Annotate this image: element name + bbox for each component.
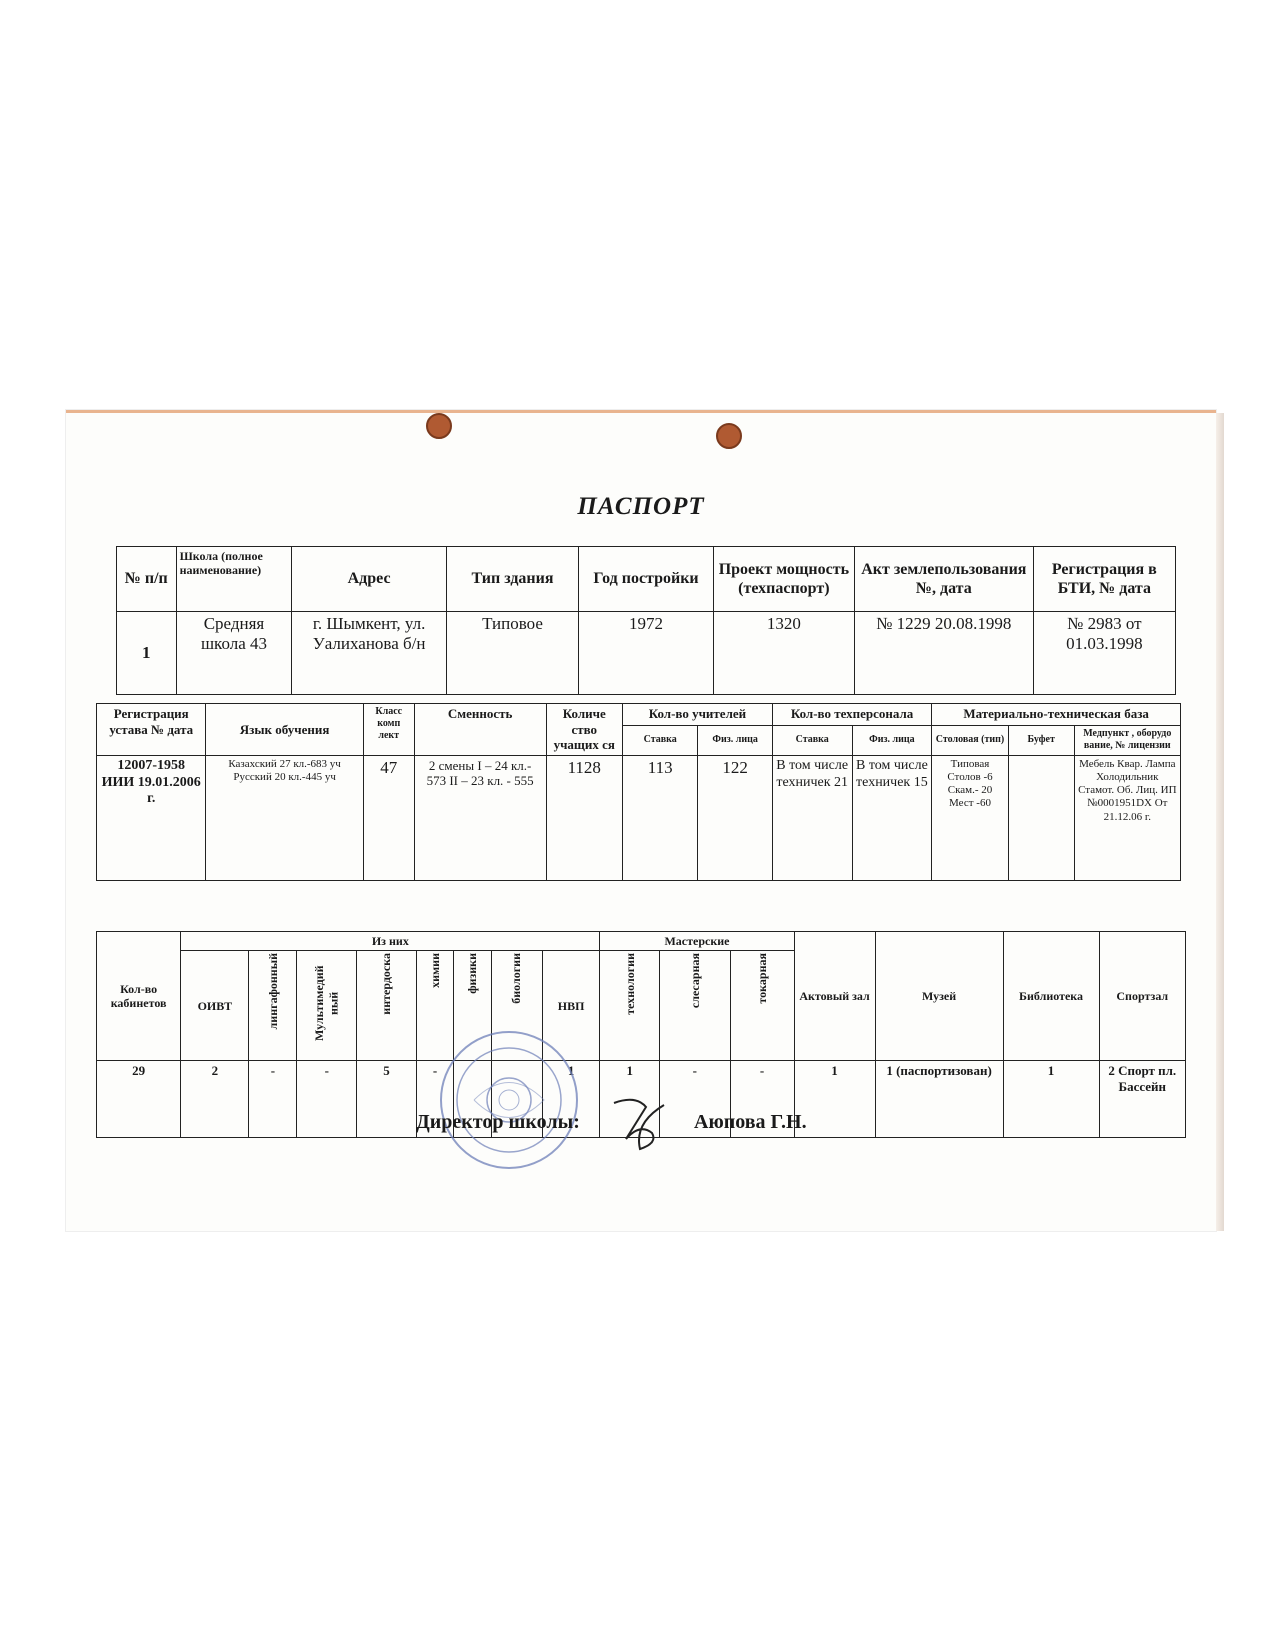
signature-label: Директор школы: [416,1111,580,1133]
header-physics: физики [465,953,480,995]
header-building-type: Тип здания [446,547,578,612]
cell-technology: 1 [600,1061,660,1138]
header-classes: Класс комп лект [363,704,414,756]
table-row [97,755,1181,880]
cell-interactive-board: 5 [357,1061,417,1138]
cell-museum: 1 (паспортизован) [875,1061,1003,1138]
header-multimedia: Мультимедий ный [312,965,341,1042]
cell-oivt: 2 [181,1061,249,1138]
cell-number: 1 [117,612,177,695]
header-language: Язык обучения [206,704,363,756]
cell-medical: Мебель Квар. Лампа Холодильник Стамот. Об. Лиц. ИП №0001951DX От 21.12.06 г. [1074,755,1180,880]
header-sports-hall: Спортзал [1099,932,1185,1061]
cell-year-built: 1972 [579,612,714,695]
punch-hole-left [426,413,452,439]
cell-linguaphone: - [249,1061,297,1138]
cell-address: г. Шымкент, ул. Уалиханова б/н [292,612,446,695]
header-buffet: Буфет [1008,725,1074,755]
cell-teachers-rate: 113 [623,755,698,880]
header-canteen: Столовая (тип) [932,725,1009,755]
cell-capacity: 1320 [713,612,854,695]
cell-building-type: Типовое [446,612,578,695]
passport-table-staff [96,703,1181,881]
header-charter: Регистрация устава № дата [97,704,206,756]
header-students: Количе ство учащих ся [546,704,623,756]
header-shifts: Сменность [414,704,546,756]
header-oivt: ОИВТ [181,951,249,1061]
header-assembly-hall: Актовый зал [794,932,875,1061]
header-turning: токарная [754,953,769,1004]
cell-turning: - [730,1061,794,1138]
cell-students: 1128 [546,755,623,880]
cell-multimedia: - [297,1061,357,1138]
cell-charter: 12007-1958 ИИИ 19.01.2006 г. [97,755,206,880]
header-museum: Музей [875,932,1003,1061]
header-land-act: Акт землепользования №, дата [854,547,1033,612]
header-nvp: НВП [542,951,600,1061]
cell-rooms: 29 [97,1061,181,1138]
header-tech-persons: Физ. лица [852,725,932,755]
header-biology: биологии [509,953,524,1005]
cell-tech-persons: В том числе техничек 15 [852,755,932,880]
cell-language: Казахский 27 кл.-683 уч Русский 20 кл.-445 уч [206,755,363,880]
punch-hole-right [716,423,742,449]
header-library: Библиотека [1003,932,1099,1061]
table-header-row [117,547,1176,612]
header-workshops: Мастерские [600,932,794,951]
header-of-them: Из них [181,932,600,951]
header-locksmith: слесарная [687,953,702,1009]
table-row [117,612,1176,695]
table-header-row [97,932,1186,951]
cell-teachers-persons: 122 [698,755,772,880]
cell-nvp: 1 [542,1061,600,1138]
cell-canteen: Типовая Столов -6 Скам.- 20 Мест -60 [932,755,1009,880]
official-stamp [434,1025,584,1175]
header-tech-rate: Ставка [772,725,852,755]
director-name: Аюпова Г.Н. [694,1111,807,1133]
cell-tech-rate: В том числе техничек 21 [772,755,852,880]
header-medical: Медпункт , оборудо вание, № лицензии [1074,725,1180,755]
header-bti-registration: Регистрация в БТИ, № дата [1033,547,1175,612]
header-rooms: Кол-во кабинетов [97,932,181,1061]
header-year-built: Год постройки [579,547,714,612]
header-teachers-rate: Ставка [623,725,698,755]
cell-locksmith: - [660,1061,730,1138]
cell-school: Средняя школа 43 [176,612,292,695]
header-material-base: Материально-техническая база [932,704,1181,726]
cell-buffet [1008,755,1074,880]
document-title: ПАСПОРТ [577,493,705,520]
header-capacity: Проект мощность (техпаспорт) [713,547,854,612]
cell-land-act: № 1229 20.08.1998 [854,612,1033,695]
cell-classes: 47 [363,755,414,880]
header-technology: технологии [622,953,637,1016]
header-linguaphone: лингафонный [265,953,280,1030]
header-teachers: Кол-во учителей [623,704,773,726]
header-school: Школа (полное наименование) [176,547,292,612]
cell-chemistry: - [416,1061,453,1138]
header-tech-staff: Кол-во техперсонала [772,704,931,726]
signature-scribble [606,1093,676,1153]
cell-library: 1 [1003,1061,1099,1138]
table-header-row [97,704,1181,726]
document-sheet [66,410,1216,1231]
header-number: № п/п [117,547,177,612]
cell-assembly-hall: 1 [794,1061,875,1138]
passport-table-main [116,546,1176,695]
cell-sports-hall: 2 Спорт пл. Бассейн [1099,1061,1185,1138]
cell-shifts: 2 смены I – 24 кл.- 573 II – 23 кл. - 555 [414,755,546,880]
header-teachers-persons: Физ. лица [698,725,772,755]
sheet-edge [1216,413,1224,1231]
header-interactive-board: интердоска [379,953,394,1016]
header-address: Адрес [292,547,446,612]
header-chemistry: химии [427,953,442,989]
cell-bti-registration: № 2983 от 01.03.1998 [1033,612,1175,695]
